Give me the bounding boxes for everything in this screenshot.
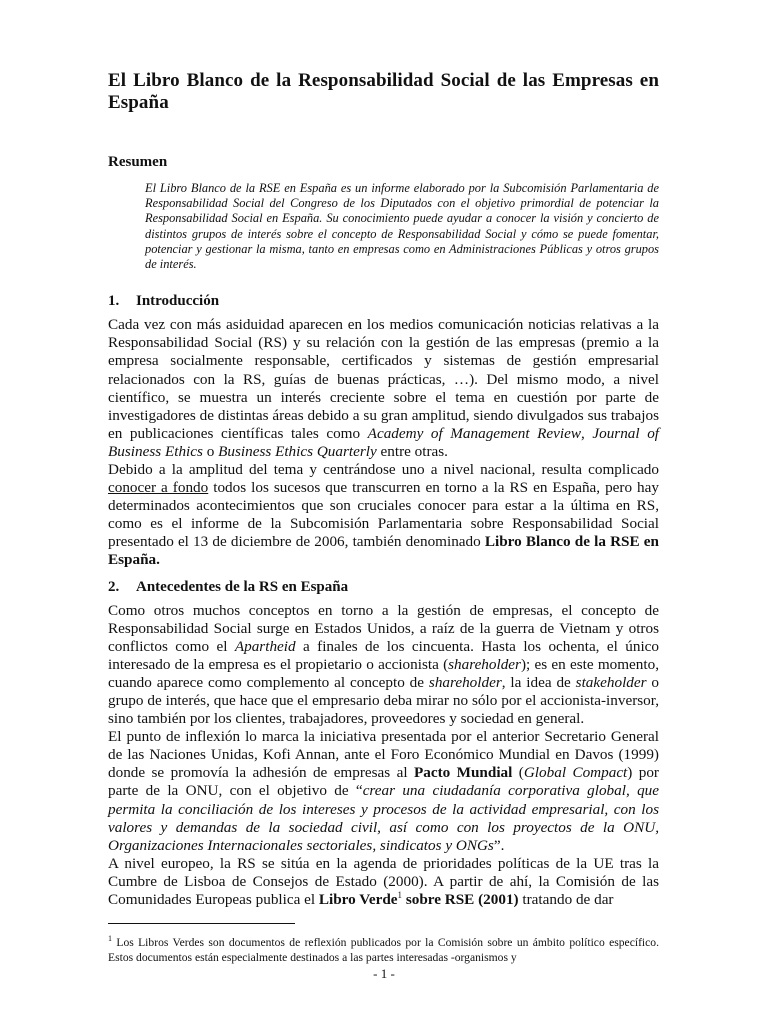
text-run: todos los sucesos que transcurren en torno a la RS en España, pero hay determinados acontecimientos que son cruciales conocer para estar a la última en RS, como es el informe de la Subcomisión Parlamentaria sobre Responsabilidad Social presentado el 13 de diciembre de 2006, también denominado	[108, 479, 659, 551]
antecedentes-paragraph-3	[108, 855, 659, 909]
text-run: a finales de los cincuenta. Hasta los ochenta, el único interesado de la empresa es el propietario o accionista (	[108, 637, 660, 673]
bold-phrase: Libro Blanco de la RSE en España.	[108, 533, 659, 569]
text-run: , la idea de	[501, 673, 576, 691]
text-run: El punto de inflexión lo marca la iniciativa presentada por el anterior Secretario General de las Naciones Unidas, Kofi Annan, ante el Foro Económico Mundial en Davos (1999) donde se promovía la adhesión de empresas al	[108, 728, 659, 782]
bold-phrase: Libro Verde	[318, 891, 398, 909]
italic-term: stakeholder	[575, 673, 647, 691]
abstract-heading: Resumen	[108, 154, 168, 170]
section-number: 2.	[108, 578, 120, 595]
italic-term: Apartheid	[234, 637, 296, 655]
footnote-number: 1	[108, 934, 112, 944]
intro-paragraph-1	[108, 316, 659, 461]
bold-phrase: sobre RSE (2001)	[402, 891, 519, 909]
footnote	[108, 935, 659, 965]
section-title: Antecedentes de la RS en España	[136, 578, 349, 595]
antecedentes-paragraph-2	[108, 728, 659, 855]
text-run: ,	[581, 424, 593, 442]
antecedentes-paragraph-1	[108, 602, 659, 729]
italic-term: shareholder	[448, 655, 521, 673]
text-run: o	[202, 442, 219, 460]
text-run: ”.	[493, 836, 505, 854]
italic-quote: crear una ciudadanía corporativa global, que permita la conciliación de los intereses y procesos de la actividad empresarial, con los valores y demandas de la sociedad civil, así como con los proyectos de la ONU, Organizaciones Internacionales sectoriales, sindicatos y ONGs	[108, 782, 660, 854]
text-run: Como otros muchos conceptos en torno a la gestión de empresas, el concepto de Responsabilidad Social surge en Estados Unidos, a raíz de la guerra de Vietnam y otros conflictos como el	[108, 601, 659, 655]
text-run: entre otras.	[376, 442, 448, 460]
italic-term: Global Compact	[523, 764, 628, 782]
page-number: - 1 -	[373, 966, 395, 981]
text-run: ); es en este momento, cuando aparece como complemento al concepto de	[108, 655, 659, 691]
bold-phrase: Pacto Mundial	[413, 764, 513, 782]
section-number: 1.	[108, 293, 120, 310]
text-run: ) por parte de la ONU, con el objetivo de “	[108, 764, 659, 800]
section-heading-antecedentes	[108, 578, 659, 596]
journal-name: Academy of Management Review	[367, 424, 581, 442]
journal-name: Business Ethics Quarterly	[218, 442, 377, 460]
underlined-phrase: conocer a fondo	[108, 479, 209, 497]
section-title: Introducción	[136, 293, 220, 310]
intro-paragraph-2	[108, 461, 659, 570]
abstract-text: El Libro Blanco de la RSE en España es un informe elaborado por la Subcomisión Parlamentaria de Responsabilidad Social del Congreso de los Diputados con el objetivo primordial de potenciar la Responsabilidad Social en España. Su conocimiento puede ayudar a conocer la visión y concierto de distintos grupos de interés sobre el concepto de Responsabilidad Social y cómo se puede fomentar, potenciar y gestionar la misma, tanto en empresas como en Administraciones Públicas y otros grupos de interés.	[145, 181, 659, 272]
section-heading-introduccion	[108, 292, 659, 310]
journal-name: Journal of Business Ethics	[108, 424, 660, 460]
text-run: tratando de dar	[518, 891, 614, 909]
italic-term: shareholder	[428, 673, 502, 691]
text-run: (	[512, 764, 524, 782]
text-run: A nivel europeo, la RS se sitúa en la agenda de prioridades políticas de la UE tras la Cumbre de Lisboa de Consejos de Estado (2000). A partir de ahí, la Comisión de las Comunidades Europeas publica el	[108, 854, 659, 909]
footnote-divider	[108, 923, 295, 924]
footnote-text: Los Libros Verdes son documentos de reflexión publicados por la Comisión sobre un ámbito político específico. Estos documentos están especialmente destinados a las partes interesadas -organismos y	[108, 936, 659, 965]
document-page	[108, 70, 659, 965]
footnote-marker: 1	[397, 889, 403, 900]
text-run: Cada vez con más asiduidad aparecen en los medios comunicación noticias relativas a la Responsabilidad Social (RS) y su relación con la gestión de las empresas (premio a la empresa socialmente responsable, certificados y sistemas de gestión empresarial relacionados con la RS, guías de buenas prácticas, …). Del mismo modo, a nivel científico, se muestra un interés creciente sobre el tema en cuestión por parte de investigadores de distintas áreas debido a su gran amplitud, siendo divulgados sus trabajos en publicaciones científicas tales como	[108, 316, 659, 442]
text-run: o grupo de interés, que hace que el empresario deba mirar no sólo por el accionista-inversor, sino también por los clientes, trabajadores, proveedores y sociedad en general.	[108, 673, 660, 728]
document-title: El Libro Blanco de la Responsabilidad Social de las Empresas en España	[108, 70, 659, 113]
text-run: Debido a la amplitud del tema y centrándose uno a nivel nacional, resulta complicado	[108, 460, 659, 478]
